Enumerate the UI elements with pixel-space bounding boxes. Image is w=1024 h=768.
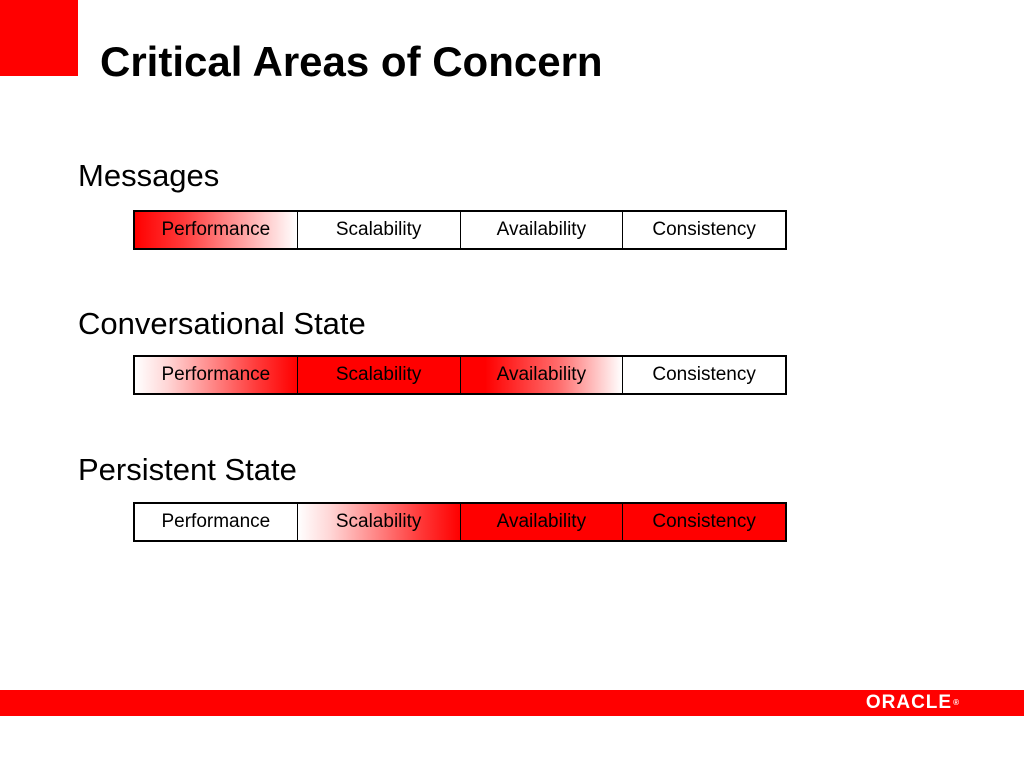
concern-bar-persistent-state — [133, 502, 787, 542]
cell-performance: Performance — [135, 357, 298, 393]
section-heading-conversational-state: Conversational State — [78, 306, 366, 341]
cell-performance: Performance — [135, 504, 298, 540]
cell-availability: Availability — [461, 504, 624, 540]
concern-bar-messages — [133, 210, 787, 250]
cell-scalability: Scalability — [298, 212, 461, 248]
cell-consistency: Consistency — [623, 504, 785, 540]
concern-bar-conversational-state — [133, 355, 787, 395]
cell-consistency: Consistency — [652, 219, 756, 240]
section-heading-messages: Messages — [78, 158, 220, 193]
section-heading-persistent-state: Persistent State — [78, 452, 297, 487]
slide-title: Critical Areas of Concern — [100, 38, 603, 85]
cell-performance: Performance — [135, 212, 298, 248]
cell-consistency: Consistency — [652, 364, 756, 385]
oracle-logo-text: ORACLE — [865, 692, 953, 713]
cell-scalability: Scalability — [298, 357, 461, 393]
cell-availability: Availability — [461, 212, 624, 248]
cell-scalability: Scalability — [298, 504, 461, 540]
corner-accent-block — [0, 0, 78, 76]
oracle-logo — [866, 693, 960, 713]
registered-mark: ® — [953, 698, 960, 707]
cell-availability: Availability — [461, 357, 624, 393]
